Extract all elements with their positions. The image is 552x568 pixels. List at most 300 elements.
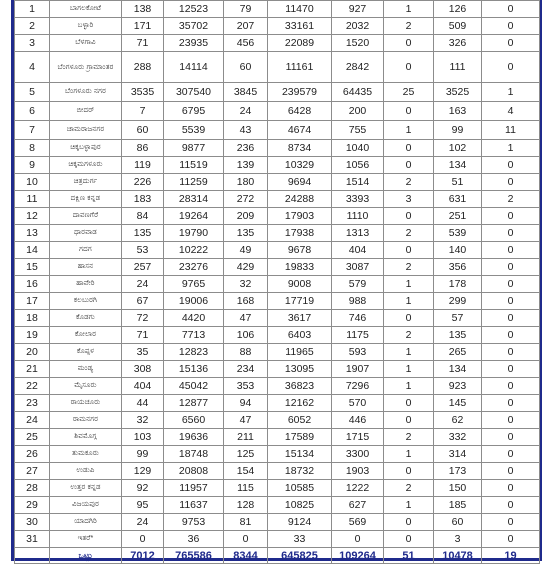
table-row [15, 102, 540, 121]
table-row [15, 242, 540, 259]
table-row [15, 83, 540, 102]
value-cell-c3: 353 [224, 378, 268, 395]
district-name-cell: ಕೋಲಾರ [50, 327, 122, 344]
value-cell-c3: 81 [224, 514, 268, 531]
value-cell-c6: 1 [384, 344, 434, 361]
value-cell-c7: 145 [434, 395, 482, 412]
value-cell-c3: 88 [224, 344, 268, 361]
row-number-cell: 19 [15, 327, 50, 344]
value-cell-c4: 3617 [268, 310, 332, 327]
district-covid-table [14, 0, 540, 564]
district-name-cell: ಕಲಬುರಗಿ [50, 293, 122, 310]
row-number-cell: 20 [15, 344, 50, 361]
value-cell-c4: 19833 [268, 259, 332, 276]
value-cell-c4: 33 [268, 531, 332, 548]
value-cell-c4: 18732 [268, 463, 332, 480]
table-row [15, 208, 540, 225]
value-cell-c3: 168 [224, 293, 268, 310]
value-cell-c3: 43 [224, 121, 268, 140]
row-number-cell: 4 [15, 52, 50, 83]
value-cell-c8: 0 [482, 412, 540, 429]
value-cell-c4: 22089 [268, 35, 332, 52]
value-cell-c1: 138 [122, 1, 164, 18]
value-cell-c4: 17903 [268, 208, 332, 225]
value-cell-c1: 257 [122, 259, 164, 276]
value-cell-c6: 2 [384, 18, 434, 35]
value-cell-c1: 24 [122, 276, 164, 293]
row-number-cell: 2 [15, 18, 50, 35]
district-name-cell: ಚಿಕ್ಕಬಳ್ಳಾಪುರ [50, 140, 122, 157]
value-cell-c6: 2 [384, 429, 434, 446]
table-row [15, 191, 540, 208]
row-number-cell: 8 [15, 140, 50, 157]
value-cell-c2: 12823 [164, 344, 224, 361]
value-cell-c7: 150 [434, 480, 482, 497]
value-cell-c6: 1 [384, 378, 434, 395]
value-cell-c5: 64435 [332, 83, 384, 102]
value-cell-c2: 11637 [164, 497, 224, 514]
value-cell-c7: 3 [434, 531, 482, 548]
row-number-cell: 26 [15, 446, 50, 463]
value-cell-c5: 200 [332, 102, 384, 121]
value-cell-c5: 3300 [332, 446, 384, 463]
value-cell-c5: 1715 [332, 429, 384, 446]
value-cell-c2: 12877 [164, 395, 224, 412]
district-name-cell: ಧಾರವಾಡ [50, 225, 122, 242]
table-row [15, 497, 540, 514]
value-cell-c7: 134 [434, 157, 482, 174]
value-cell-c7: 51 [434, 174, 482, 191]
value-cell-c5: 1040 [332, 140, 384, 157]
value-cell-c5: 579 [332, 276, 384, 293]
value-cell-c4: 36823 [268, 378, 332, 395]
value-cell-c1: 119 [122, 157, 164, 174]
table-row [15, 327, 540, 344]
table-row [15, 121, 540, 140]
table-row [15, 378, 540, 395]
value-cell-c7: 3525 [434, 83, 482, 102]
district-name-cell: ದಾವಣಗೆರೆ [50, 208, 122, 225]
value-cell-c3: 128 [224, 497, 268, 514]
table-row [15, 1, 540, 18]
district-name-cell: ಮೈಸೂರು [50, 378, 122, 395]
value-cell-c6: 0 [384, 140, 434, 157]
value-cell-c4: 13095 [268, 361, 332, 378]
value-cell-c4: 4674 [268, 121, 332, 140]
value-cell-c3: 32 [224, 276, 268, 293]
value-cell-c7: 134 [434, 361, 482, 378]
value-cell-c3: 47 [224, 412, 268, 429]
value-cell-c8: 0 [482, 157, 540, 174]
value-cell-c5: 3393 [332, 191, 384, 208]
value-cell-c1: 3535 [122, 83, 164, 102]
value-cell-c2: 45042 [164, 378, 224, 395]
total-row [15, 548, 540, 564]
value-cell-c7: 631 [434, 191, 482, 208]
value-cell-c1: 129 [122, 463, 164, 480]
row-number-cell: 28 [15, 480, 50, 497]
value-cell-c2: 307540 [164, 83, 224, 102]
value-cell-c7: 102 [434, 140, 482, 157]
row-number-cell: 7 [15, 121, 50, 140]
value-cell-c1: 44 [122, 395, 164, 412]
row-number-cell: 9 [15, 157, 50, 174]
value-cell-c8: 0 [482, 344, 540, 361]
table-row [15, 259, 540, 276]
value-cell-c1: 60 [122, 121, 164, 140]
value-cell-c1: 404 [122, 378, 164, 395]
value-cell-c6: 2 [384, 327, 434, 344]
value-cell-c2: 20808 [164, 463, 224, 480]
value-cell-c1: 86 [122, 140, 164, 157]
value-cell-c2: 12523 [164, 1, 224, 18]
value-cell-c7: 509 [434, 18, 482, 35]
value-cell-c3: 60 [224, 52, 268, 83]
table-row [15, 463, 540, 480]
row-number-cell: 11 [15, 191, 50, 208]
value-cell-c4: 9678 [268, 242, 332, 259]
district-name-cell: ವಿಜಯಪುರ [50, 497, 122, 514]
district-name-cell: ದಕ್ಷಿಣ ಕನ್ನಡ [50, 191, 122, 208]
value-cell-c6: 0 [384, 35, 434, 52]
value-cell-c2: 19790 [164, 225, 224, 242]
value-cell-c2: 9877 [164, 140, 224, 157]
value-cell-c8: 0 [482, 429, 540, 446]
row-number-cell: 3 [15, 35, 50, 52]
value-cell-c8: 0 [482, 35, 540, 52]
value-cell-c5: 627 [332, 497, 384, 514]
total-cell-no [15, 548, 50, 564]
value-cell-c1: 171 [122, 18, 164, 35]
value-cell-c3: 209 [224, 208, 268, 225]
total-cell-c7: 10478 [434, 548, 482, 564]
value-cell-c7: 60 [434, 514, 482, 531]
value-cell-c6: 0 [384, 157, 434, 174]
value-cell-c6: 0 [384, 463, 434, 480]
total-cell-c4: 645825 [268, 548, 332, 564]
value-cell-c7: 539 [434, 225, 482, 242]
table-row [15, 429, 540, 446]
table-row [15, 140, 540, 157]
table-row [15, 174, 540, 191]
value-cell-c1: 71 [122, 327, 164, 344]
value-cell-c3: 429 [224, 259, 268, 276]
row-number-cell: 23 [15, 395, 50, 412]
value-cell-c7: 185 [434, 497, 482, 514]
row-number-cell: 30 [15, 514, 50, 531]
value-cell-c8: 1 [482, 83, 540, 102]
value-cell-c2: 11259 [164, 174, 224, 191]
value-cell-c2: 9765 [164, 276, 224, 293]
value-cell-c7: 923 [434, 378, 482, 395]
value-cell-c3: 135 [224, 225, 268, 242]
value-cell-c8: 0 [482, 293, 540, 310]
value-cell-c5: 1056 [332, 157, 384, 174]
value-cell-c6: 2 [384, 174, 434, 191]
value-cell-c8: 0 [482, 378, 540, 395]
value-cell-c7: 163 [434, 102, 482, 121]
value-cell-c4: 10329 [268, 157, 332, 174]
value-cell-c3: 211 [224, 429, 268, 446]
table-row [15, 276, 540, 293]
value-cell-c6: 0 [384, 208, 434, 225]
table-row [15, 531, 540, 548]
value-cell-c1: 103 [122, 429, 164, 446]
value-cell-c2: 14114 [164, 52, 224, 83]
total-cell-c8: 19 [482, 548, 540, 564]
value-cell-c5: 1520 [332, 35, 384, 52]
value-cell-c5: 1907 [332, 361, 384, 378]
value-cell-c4: 9124 [268, 514, 332, 531]
total-label-cell: ಒಟ್ಟು [50, 548, 122, 564]
table-row [15, 310, 540, 327]
value-cell-c5: 1514 [332, 174, 384, 191]
value-cell-c3: 115 [224, 480, 268, 497]
value-cell-c2: 9753 [164, 514, 224, 531]
value-cell-c4: 24288 [268, 191, 332, 208]
value-cell-c7: 251 [434, 208, 482, 225]
value-cell-c1: 32 [122, 412, 164, 429]
value-cell-c1: 99 [122, 446, 164, 463]
district-name-cell: ಗದಗ [50, 242, 122, 259]
value-cell-c4: 6428 [268, 102, 332, 121]
table-row [15, 514, 540, 531]
value-cell-c6: 0 [384, 242, 434, 259]
district-name-cell: ಮಂಡ್ಯ [50, 361, 122, 378]
value-cell-c5: 988 [332, 293, 384, 310]
value-cell-c4: 11965 [268, 344, 332, 361]
value-cell-c2: 35702 [164, 18, 224, 35]
value-cell-c4: 9694 [268, 174, 332, 191]
value-cell-c6: 1 [384, 293, 434, 310]
value-cell-c7: 135 [434, 327, 482, 344]
value-cell-c7: 62 [434, 412, 482, 429]
district-name-cell: ಚಿಕ್ಕಮಗಳೂರು [50, 157, 122, 174]
value-cell-c4: 11161 [268, 52, 332, 83]
district-name-cell: ಬಳ್ಳಾರಿ [50, 18, 122, 35]
value-cell-c5: 593 [332, 344, 384, 361]
district-name-cell: ಕೊಪ್ಪಳ [50, 344, 122, 361]
district-name-cell: ಬೆಳಗಾವಿ [50, 35, 122, 52]
table-row [15, 293, 540, 310]
value-cell-c3: 106 [224, 327, 268, 344]
value-cell-c8: 0 [482, 531, 540, 548]
value-cell-c7: 57 [434, 310, 482, 327]
district-name-cell: ರಾಮನಗರ [50, 412, 122, 429]
value-cell-c7: 140 [434, 242, 482, 259]
value-cell-c6: 0 [384, 102, 434, 121]
row-number-cell: 22 [15, 378, 50, 395]
row-number-cell: 21 [15, 361, 50, 378]
value-cell-c2: 11519 [164, 157, 224, 174]
value-cell-c5: 1175 [332, 327, 384, 344]
table-row [15, 395, 540, 412]
value-cell-c5: 1903 [332, 463, 384, 480]
value-cell-c1: 71 [122, 35, 164, 52]
value-cell-c2: 15136 [164, 361, 224, 378]
value-cell-c8: 0 [482, 327, 540, 344]
value-cell-c8: 0 [482, 208, 540, 225]
row-number-cell: 17 [15, 293, 50, 310]
district-name-cell: ಯಾದಗಿರಿ [50, 514, 122, 531]
district-name-cell: ಬೀದರ್ [50, 102, 122, 121]
value-cell-c3: 180 [224, 174, 268, 191]
value-cell-c1: 92 [122, 480, 164, 497]
value-cell-c1: 0 [122, 531, 164, 548]
value-cell-c5: 570 [332, 395, 384, 412]
row-number-cell: 14 [15, 242, 50, 259]
value-cell-c3: 236 [224, 140, 268, 157]
row-number-cell: 24 [15, 412, 50, 429]
value-cell-c3: 234 [224, 361, 268, 378]
value-cell-c2: 4420 [164, 310, 224, 327]
value-cell-c7: 314 [434, 446, 482, 463]
value-cell-c7: 299 [434, 293, 482, 310]
value-cell-c8: 0 [482, 514, 540, 531]
value-cell-c3: 49 [224, 242, 268, 259]
value-cell-c6: 1 [384, 446, 434, 463]
row-number-cell: 29 [15, 497, 50, 514]
value-cell-c6: 0 [384, 531, 434, 548]
value-cell-c5: 0 [332, 531, 384, 548]
district-name-cell: ಕೊಡಗು [50, 310, 122, 327]
value-cell-c8: 0 [482, 497, 540, 514]
row-number-cell: 13 [15, 225, 50, 242]
row-number-cell: 27 [15, 463, 50, 480]
total-cell-c2: 765586 [164, 548, 224, 564]
value-cell-c4: 6403 [268, 327, 332, 344]
total-cell-c6: 51 [384, 548, 434, 564]
value-cell-c8: 4 [482, 102, 540, 121]
value-cell-c6: 0 [384, 395, 434, 412]
value-cell-c3: 456 [224, 35, 268, 52]
value-cell-c6: 2 [384, 480, 434, 497]
value-cell-c7: 356 [434, 259, 482, 276]
row-number-cell: 25 [15, 429, 50, 446]
table-row [15, 480, 540, 497]
value-cell-c1: 72 [122, 310, 164, 327]
value-cell-c1: 288 [122, 52, 164, 83]
value-cell-c3: 94 [224, 395, 268, 412]
value-cell-c3: 47 [224, 310, 268, 327]
value-cell-c6: 2 [384, 225, 434, 242]
table-row [15, 412, 540, 429]
value-cell-c2: 6795 [164, 102, 224, 121]
value-cell-c2: 19264 [164, 208, 224, 225]
district-name-cell: ಚಿತ್ರದುರ್ಗ [50, 174, 122, 191]
row-number-cell: 1 [15, 1, 50, 18]
value-cell-c4: 239579 [268, 83, 332, 102]
row-number-cell: 12 [15, 208, 50, 225]
value-cell-c5: 3087 [332, 259, 384, 276]
value-cell-c6: 2 [384, 259, 434, 276]
value-cell-c3: 207 [224, 18, 268, 35]
value-cell-c6: 1 [384, 497, 434, 514]
district-name-cell: ಉಡುಪಿ [50, 463, 122, 480]
value-cell-c2: 23935 [164, 35, 224, 52]
table-row [15, 344, 540, 361]
value-cell-c4: 15134 [268, 446, 332, 463]
district-name-cell: ಚಾಮರಾಜನಗರ [50, 121, 122, 140]
value-cell-c4: 10585 [268, 480, 332, 497]
value-cell-c1: 226 [122, 174, 164, 191]
value-cell-c4: 17938 [268, 225, 332, 242]
total-cell-c5: 109264 [332, 548, 384, 564]
value-cell-c8: 0 [482, 395, 540, 412]
row-number-cell: 16 [15, 276, 50, 293]
value-cell-c2: 28314 [164, 191, 224, 208]
table-body [15, 1, 540, 564]
value-cell-c7: 265 [434, 344, 482, 361]
value-cell-c7: 332 [434, 429, 482, 446]
value-cell-c4: 8734 [268, 140, 332, 157]
value-cell-c2: 23276 [164, 259, 224, 276]
value-cell-c8: 0 [482, 225, 540, 242]
value-cell-c7: 99 [434, 121, 482, 140]
value-cell-c8: 0 [482, 310, 540, 327]
value-cell-c5: 2032 [332, 18, 384, 35]
value-cell-c1: 24 [122, 514, 164, 531]
value-cell-c6: 1 [384, 121, 434, 140]
row-number-cell: 18 [15, 310, 50, 327]
district-name-cell: ಉತ್ತರ ಕನ್ನಡ [50, 480, 122, 497]
value-cell-c5: 446 [332, 412, 384, 429]
value-cell-c6: 1 [384, 361, 434, 378]
value-cell-c3: 139 [224, 157, 268, 174]
table-row [15, 157, 540, 174]
value-cell-c2: 5539 [164, 121, 224, 140]
district-name-cell: ಹಾವೇರಿ [50, 276, 122, 293]
value-cell-c6: 25 [384, 83, 434, 102]
row-number-cell: 31 [15, 531, 50, 548]
total-cell-c1: 7012 [122, 548, 164, 564]
value-cell-c8: 2 [482, 191, 540, 208]
row-number-cell: 5 [15, 83, 50, 102]
row-number-cell: 6 [15, 102, 50, 121]
value-cell-c8: 0 [482, 480, 540, 497]
table-row [15, 35, 540, 52]
value-cell-c8: 0 [482, 1, 540, 18]
value-cell-c5: 755 [332, 121, 384, 140]
value-cell-c1: 135 [122, 225, 164, 242]
table-row [15, 361, 540, 378]
district-name-cell: ಬೆಂಗಳೂರು ನಗರ [50, 83, 122, 102]
value-cell-c8: 0 [482, 446, 540, 463]
district-name-cell: ರಾಯಚೂರು [50, 395, 122, 412]
value-cell-c3: 0 [224, 531, 268, 548]
value-cell-c4: 33161 [268, 18, 332, 35]
value-cell-c4: 12162 [268, 395, 332, 412]
value-cell-c6: 1 [384, 276, 434, 293]
value-cell-c5: 927 [332, 1, 384, 18]
value-cell-c6: 1 [384, 1, 434, 18]
value-cell-c6: 0 [384, 412, 434, 429]
value-cell-c3: 24 [224, 102, 268, 121]
value-cell-c4: 9008 [268, 276, 332, 293]
value-cell-c7: 126 [434, 1, 482, 18]
value-cell-c1: 95 [122, 497, 164, 514]
value-cell-c4: 6052 [268, 412, 332, 429]
value-cell-c7: 326 [434, 35, 482, 52]
value-cell-c1: 7 [122, 102, 164, 121]
value-cell-c3: 154 [224, 463, 268, 480]
value-cell-c3: 3845 [224, 83, 268, 102]
value-cell-c8: 0 [482, 18, 540, 35]
value-cell-c2: 18748 [164, 446, 224, 463]
value-cell-c8: 11 [482, 121, 540, 140]
value-cell-c5: 404 [332, 242, 384, 259]
table-row [15, 446, 540, 463]
